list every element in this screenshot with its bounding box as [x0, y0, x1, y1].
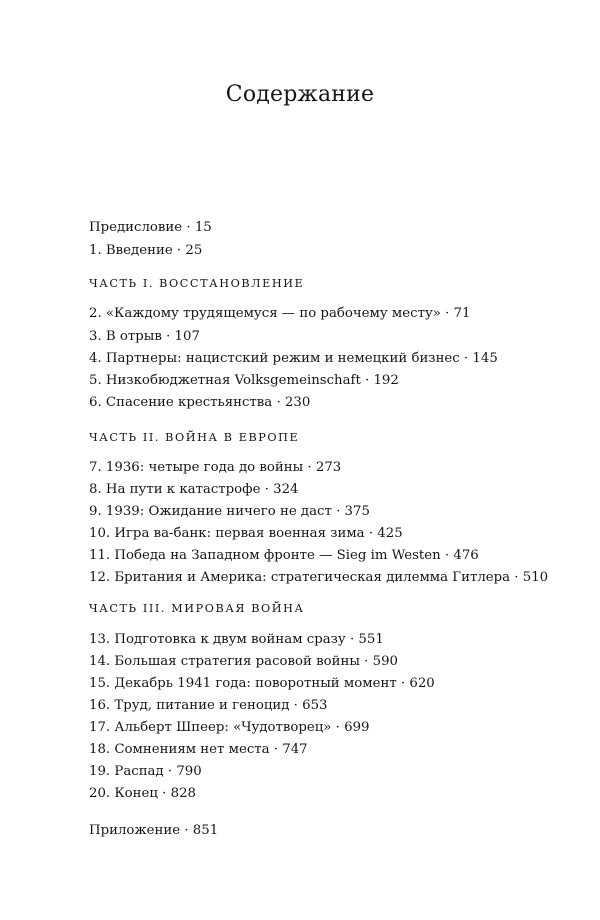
toc-entry-chapter[interactable]: 9. 1939: Ожидание ничего не даст · 375 — [89, 504, 370, 519]
toc-entry-chapter[interactable]: 3. В отрыв · 107 — [89, 329, 200, 344]
toc-entry-chapter[interactable]: 17. Альберт Шпеер: «Чудотворец» · 699 — [89, 720, 370, 735]
part-heading: ЧАСТЬ II. ВОЙНА В ЕВРОПЕ — [89, 431, 300, 444]
toc-entry-chapter[interactable]: 20. Конец · 828 — [89, 786, 197, 801]
toc-entry-chapter[interactable]: 4. Партнеры: нацистский режим и немецкий бизнес · 145 — [89, 351, 498, 366]
toc-entry-chapter[interactable]: 8. На пути к катастрофе · 324 — [89, 482, 299, 497]
toc-entry-chapter[interactable]: 6. Спасение крестьянства · 230 — [89, 395, 311, 410]
toc-entry-chapter[interactable]: 16. Труд, питание и геноцид · 653 — [89, 698, 328, 713]
toc-entry-chapter[interactable]: 2. «Каждому трудящемуся — по рабочему месту» · 71 — [89, 306, 471, 321]
toc-entry-chapter[interactable]: 19. Распад · 790 — [89, 764, 202, 779]
toc-entry-chapter[interactable]: 12. Британия и Америка: стратегическая дилемма Гитлера · 510 — [89, 570, 549, 585]
toc-entry-chapter[interactable]: 13. Подготовка к двум войнам сразу · 551 — [89, 632, 384, 647]
toc-entry-chapter[interactable]: 18. Сомнениям нет места · 747 — [89, 742, 308, 757]
toc-entry-chapter[interactable]: 1. Введение · 25 — [89, 243, 203, 258]
toc-entry-chapter[interactable]: 14. Большая стратегия расовой войны · 590 — [89, 654, 398, 669]
page-title: Содержание — [225, 82, 375, 107]
toc-entry-preface[interactable]: Предисловие · 15 — [89, 220, 212, 235]
toc-entry-chapter[interactable]: 5. Низкобюджетная Volksgemeinschaft · 192 — [89, 373, 399, 388]
toc-entry-appendix[interactable]: Приложение · 851 — [89, 823, 219, 838]
toc-entry-chapter[interactable]: 7. 1936: четыре года до войны · 273 — [89, 460, 342, 475]
toc-entry-chapter[interactable]: 15. Декабрь 1941 года: поворотный момент · 620 — [89, 676, 435, 691]
part-heading: ЧАСТЬ I. ВОССТАНОВЛЕНИЕ — [89, 277, 305, 290]
toc-entry-chapter[interactable]: 10. Игра ва-банк: первая военная зима · 425 — [89, 526, 403, 541]
part-heading: ЧАСТЬ III. МИРОВАЯ ВОЙНА — [89, 602, 305, 615]
toc-entry-chapter[interactable]: 11. Победа на Западном фронте — Sieg im Westen · 476 — [89, 548, 479, 563]
